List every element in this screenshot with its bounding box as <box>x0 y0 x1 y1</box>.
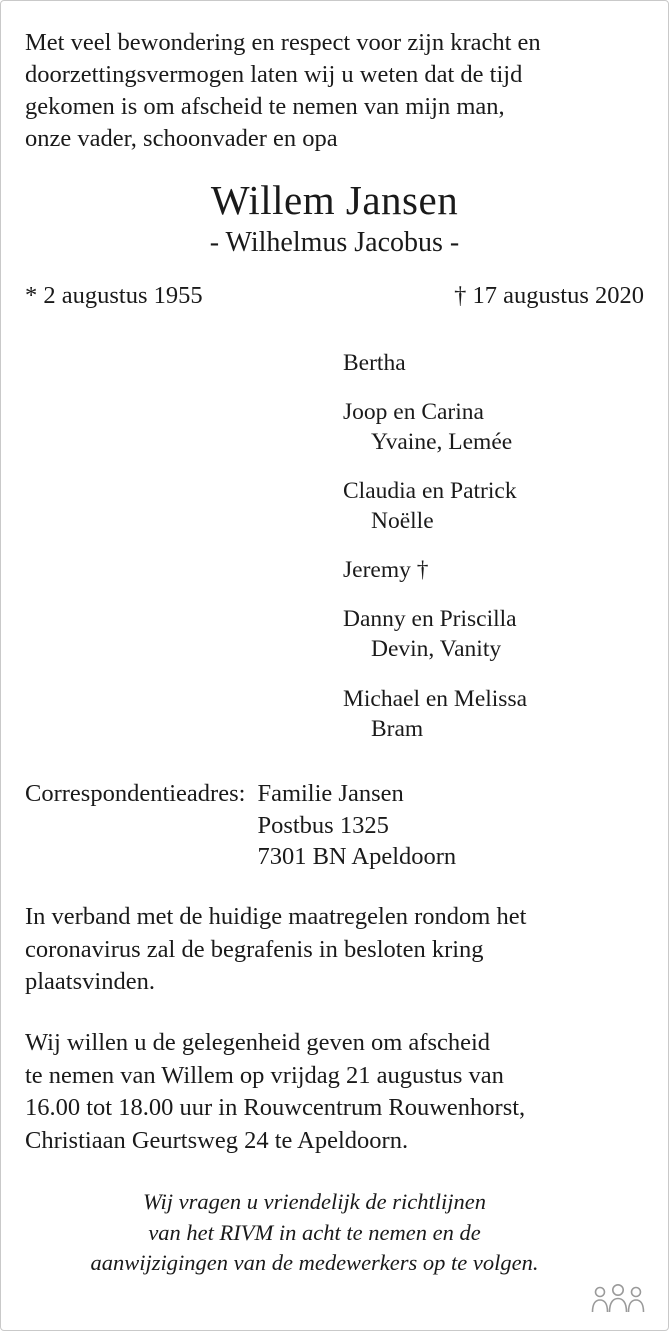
corona-notice-line: plaatsvinden. <box>25 968 155 996</box>
family-figures-icon <box>590 1282 646 1316</box>
family-group <box>343 684 644 744</box>
family-grandchildren: Noëlle <box>371 508 434 535</box>
family-member: Jeremy † <box>343 557 429 584</box>
corona-notice-line: In verband met de huidige maatregelen rondom het <box>25 903 527 931</box>
farewell-notice <box>25 1027 644 1157</box>
correspondence-address <box>25 778 644 874</box>
family-grandchildren: Yvaine, Lemée <box>371 429 513 456</box>
family-group <box>343 397 644 457</box>
family-member: Michael en Melissa <box>343 685 528 712</box>
family-group <box>343 348 644 378</box>
farewell-notice-line: 16.00 tot 18.00 uur in Rouwcentrum Rouwenhorst, <box>25 1094 526 1122</box>
family-member: Bertha <box>343 349 406 376</box>
deceased-name: Willem Jansen <box>210 177 459 224</box>
farewell-notice-line: te nemen van Willem op vrijdag 21 augustus van <box>25 1061 504 1089</box>
intro-line: Met veel bewondering en respect voor zijn kracht en <box>25 29 541 56</box>
family-member: Joop en Carina <box>343 398 484 425</box>
birth-date: * 2 augustus 1955 <box>25 281 203 309</box>
intro-line: doorzettingsvermogen laten wij u weten dat de tijd <box>25 60 523 88</box>
correspondence-line: Familie Jansen <box>257 779 404 807</box>
intro-line: gekomen is om afscheid te nemen van mijn man, <box>25 92 505 120</box>
family-grandchildren: Bram <box>371 715 424 742</box>
closing-note-line: Wij vragen u vriendelijk de richtlijnen <box>142 1189 487 1215</box>
corona-notice-line: coronavirus zal de begrafenis in besloten kring <box>25 935 484 963</box>
correspondence-line: 7301 BN Apeldoorn <box>257 843 457 871</box>
death-date: † 17 augustus 2020 <box>454 281 644 309</box>
name-block <box>25 178 644 260</box>
deceased-formal-name: - Wilhelmus Jacobus - <box>209 227 460 259</box>
intro-line: onze vader, schoonvader en opa <box>25 124 338 152</box>
correspondence-line: Postbus 1325 <box>257 811 389 839</box>
farewell-notice-line: Christiaan Geurtsweg 24 te Apeldoorn. <box>25 1126 409 1154</box>
intro-text <box>25 27 644 154</box>
correspondence-label: Correspondentieadres: <box>25 779 246 807</box>
family-group <box>343 476 644 536</box>
family-group <box>343 555 644 585</box>
closing-note-line: van het RIVM in acht te nemen en de <box>148 1219 481 1245</box>
life-dates <box>25 282 644 310</box>
closing-note-line: aanwijzigingen van de medewerkers op te volgen. <box>90 1249 539 1275</box>
corona-notice <box>25 901 644 999</box>
family-grandchildren: Devin, Vanity <box>371 636 502 663</box>
farewell-notice-line: Wij willen u de gelegenheid geven om afscheid <box>25 1028 491 1056</box>
family-group <box>343 604 644 664</box>
family-list <box>25 348 644 744</box>
family-member: Claudia en Patrick <box>343 478 517 505</box>
closing-note <box>25 1187 644 1278</box>
family-member: Danny en Priscilla <box>343 606 517 633</box>
